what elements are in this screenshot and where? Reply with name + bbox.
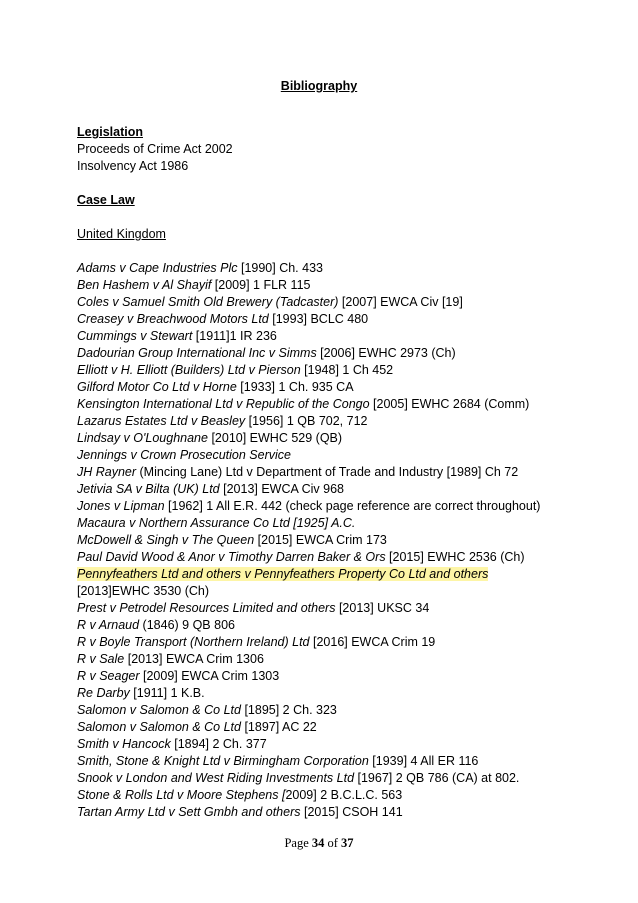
case-entry [77, 566, 488, 583]
case-name: R v Sale [77, 652, 125, 666]
legislation-heading: Legislation [77, 125, 143, 139]
case-entry [77, 617, 235, 634]
case-citation: [1894] 2 Ch. 377 [170, 737, 267, 751]
case-name: Kensington International Ltd v Republic of the Congo [77, 397, 370, 411]
case-entry [77, 549, 525, 566]
case-entry [77, 787, 402, 804]
case-name: Snook v London and West Riding Investments Ltd [77, 771, 355, 785]
case-name: R v Seager [77, 669, 140, 683]
case-name: Smith, Stone & Knight Ltd v Birmingham Corporation [77, 754, 369, 768]
case-citation: [1897] AC 22 [240, 720, 317, 734]
case-entry [77, 804, 403, 821]
case-citation: [2015] CSOH 141 [300, 805, 403, 819]
case-citation: [1962] 1 All E.R. 442 (check page reference are correct throughout) [164, 499, 541, 513]
case-law-heading: Case Law [77, 193, 135, 207]
case-name: JH Rayner [77, 465, 137, 479]
case-name: Prest v Petrodel Resources Limited and others [77, 601, 336, 615]
case-law-subheading: United Kingdom [77, 227, 166, 241]
case-citation: [1948] 1 Ch 452 [300, 363, 394, 377]
case-name: Re Darby [77, 686, 130, 700]
case-entry [77, 345, 456, 362]
case-name: Jennings v Crown Prosecution Service [77, 448, 291, 462]
footer-middle: of [324, 836, 342, 850]
case-name: R v Arnaud [77, 618, 140, 632]
case-name: Cummings v Stewart [77, 329, 193, 343]
case-name: Tartan Army Ltd v Sett Gmbh and others [77, 805, 301, 819]
case-citation: (Mincing Lane) Ltd v Department of Trade and Industry [1989] Ch 72 [136, 465, 519, 479]
footer-current-page: 34 [311, 836, 325, 850]
case-name: Pennyfeathers Ltd and others v Pennyfeathers Property Co Ltd and others [77, 567, 489, 581]
case-entry [77, 583, 209, 600]
case-entry [77, 464, 518, 481]
case-citation: [2016] EWCA Crim 19 [309, 635, 436, 649]
case-citation: [2013] EWCA Crim 1306 [124, 652, 264, 666]
case-entry [77, 294, 463, 311]
case-citation: [2013] EWCA Civ 968 [219, 482, 345, 496]
page-title: Bibliography [280, 79, 358, 93]
case-entry [77, 430, 342, 447]
case-name: Dadourian Group International Inc v Simms [77, 346, 317, 360]
case-citation: [1911]1 IR 236 [192, 329, 277, 343]
case-name: Lazarus Estates Ltd v Beasley [77, 414, 246, 428]
case-entry [77, 753, 478, 770]
case-citation: [1956] 1 QB 702, 712 [245, 414, 368, 428]
case-name: Lindsay v O'Loughnane [77, 431, 208, 445]
case-name: Jetivia SA v Bilta (UK) Ltd [77, 482, 220, 496]
footer-total-pages: 37 [341, 836, 354, 850]
case-name: Creasey v Breachwood Motors Ltd [77, 312, 269, 326]
case-citation: 2009] 2 B.C.L.C. 563 [285, 788, 403, 802]
legislation-item: Insolvency Act 1986 [77, 159, 189, 173]
case-citation: [1911] 1 K.B. [129, 686, 205, 700]
case-entry [77, 379, 354, 396]
case-entry [77, 651, 264, 668]
page-footer [0, 835, 638, 852]
case-entry [77, 413, 367, 430]
case-name: Stone & Rolls Ltd v Moore Stephens [ [77, 788, 286, 802]
case-entry [77, 481, 344, 498]
case-entry [77, 277, 310, 294]
case-citation: [1990] Ch. 433 [237, 261, 323, 275]
case-name: Macaura v Northern Assurance Co Ltd [1925] A.C. [77, 516, 356, 530]
footer-prefix: Page [284, 836, 312, 850]
case-citation: [1939] 4 All ER 116 [368, 754, 479, 768]
case-entry [77, 362, 393, 379]
case-entry [77, 396, 529, 413]
case-entry [77, 260, 323, 277]
case-name: Adams v Cape Industries Plc [77, 261, 238, 275]
case-name: Elliott v H. Elliott (Builders) Ltd v Pierson [77, 363, 301, 377]
case-entry [77, 498, 540, 515]
case-name: McDowell & Singh v The Queen [77, 533, 255, 547]
case-name: Jones v Lipman [77, 499, 165, 513]
case-entry [77, 770, 519, 787]
case-citation: [2009] 1 FLR 115 [211, 278, 311, 292]
case-entry [77, 685, 205, 702]
case-citation: [2006] EWHC 2973 (Ch) [316, 346, 456, 360]
case-citation: [2007] EWCA Civ [19] [338, 295, 463, 309]
case-name: Smith v Hancock [77, 737, 171, 751]
case-citation: [1895] 2 Ch. 323 [240, 703, 337, 717]
case-entry [77, 532, 387, 549]
case-citation: [2005] EWHC 2684 (Comm) [369, 397, 530, 411]
case-entry [77, 600, 429, 617]
case-entry [77, 702, 337, 719]
case-citation: [1933] 1 Ch. 935 CA [236, 380, 354, 394]
case-name: R v Boyle Transport (Northern Ireland) Ltd [77, 635, 310, 649]
case-name: Salomon v Salomon & Co Ltd [77, 720, 241, 734]
case-citation: [2010] EWHC 529 (QB) [207, 431, 343, 445]
case-citation: (1846) 9 QB 806 [139, 618, 235, 632]
case-name: Gilford Motor Co Ltd v Horne [77, 380, 237, 394]
legislation-item: Proceeds of Crime Act 2002 [77, 142, 233, 156]
case-citation: [2009] EWCA Crim 1303 [139, 669, 280, 683]
case-entry [77, 719, 317, 736]
case-name: Ben Hashem v Al Shayif [77, 278, 212, 292]
case-entry [77, 311, 368, 328]
case-citation: [2013] UKSC 34 [335, 601, 430, 615]
case-citation: [1993] BCLC 480 [268, 312, 369, 326]
case-citation: [1967] 2 QB 786 (CA) at 802. [354, 771, 520, 785]
case-entry [77, 328, 277, 345]
case-entry [77, 736, 267, 753]
case-name: Coles v Samuel Smith Old Brewery (Tadcaster) [77, 295, 339, 309]
case-entry [77, 668, 279, 685]
case-citation: [2013]EWHC 3530 (Ch) [77, 584, 210, 598]
case-citation: [2015] EWHC 2536 (Ch) [385, 550, 525, 564]
case-name: Salomon v Salomon & Co Ltd [77, 703, 241, 717]
case-entry [77, 447, 291, 464]
case-citation: [2015] EWCA Crim 173 [254, 533, 387, 547]
case-entry [77, 634, 435, 651]
case-entry [77, 515, 355, 532]
case-name: Paul David Wood & Anor v Timothy Darren Baker & Ors [77, 550, 386, 564]
